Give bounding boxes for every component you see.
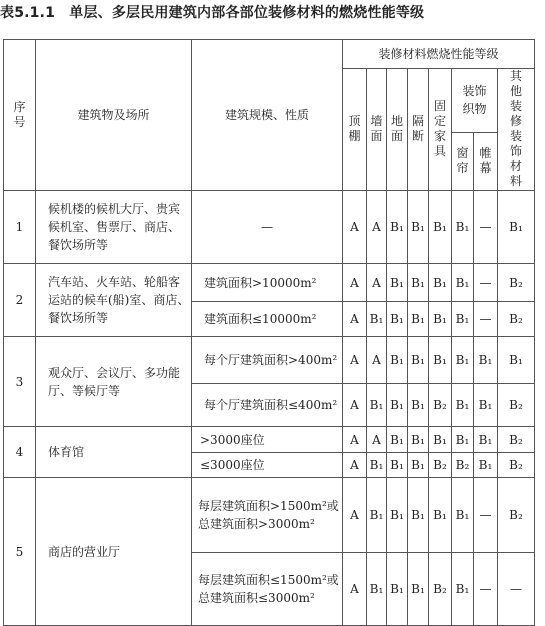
rating-ceiling: A [343, 553, 367, 626]
rating-other: B₂ [498, 384, 535, 427]
building-name: 汽车站、火车站、轮船客运站的候车(船)室、商店、餐饮场所等 [36, 264, 192, 337]
rating-other: — [498, 553, 535, 626]
rating-partition: B₁ [408, 453, 429, 478]
rating-drape: — [474, 191, 498, 264]
scale-cell: 每个厅建筑面积>400m² [192, 337, 343, 384]
rating-other: B₂ [498, 478, 535, 553]
table-row [4, 478, 535, 553]
rating-drape: B₁ [474, 427, 498, 453]
scale-cell: 建筑面积>10000m² [192, 264, 343, 302]
table-row [4, 427, 535, 453]
rating-wall: A [367, 264, 387, 302]
rating-fixed-furniture: B₁ [429, 302, 452, 337]
rating-curtain: B₁ [452, 264, 474, 302]
building-name: 商店的营业厅 [36, 478, 192, 626]
scale-cell: — [192, 191, 343, 264]
rating-drape: B₁ [474, 337, 498, 384]
scale-cell: 建筑面积≤10000m² [192, 302, 343, 337]
rating-fixed-furniture: B₂ [429, 384, 452, 427]
rating-ceiling: A [343, 478, 367, 553]
rating-fixed-furniture: B₂ [429, 453, 452, 478]
table-caption: 表5.1.1 单层、多层民用建筑内部各部位装修材料的燃烧性能等级 [0, 5, 425, 21]
rating-other: B₂ [498, 427, 535, 453]
header-floor: 地面 [387, 69, 408, 191]
row-number: 1 [4, 191, 36, 264]
header-curtain: 窗帘 [452, 133, 474, 191]
rating-drape: B₁ [474, 453, 498, 478]
rating-ceiling: A [343, 302, 367, 337]
rating-wall: A [367, 191, 387, 264]
header-drape: 帷幕 [474, 133, 498, 191]
rating-other: B₂ [498, 264, 535, 302]
building-name: 观众厅、会议厅、多功能厅、等候厅等 [36, 337, 192, 427]
table-row [4, 191, 535, 264]
rating-wall: B₁ [367, 384, 387, 427]
rating-wall: B₁ [367, 553, 387, 626]
rating-floor: B₁ [387, 453, 408, 478]
scale-cell: 每个厅建筑面积≤400m² [192, 384, 343, 427]
header-seq: 序号 [4, 40, 36, 191]
rating-curtain: B₁ [452, 384, 474, 427]
rating-other: B₂ [498, 453, 535, 478]
header-group: 装修材料燃烧性能等级 [343, 40, 535, 69]
rating-fixed-furniture: B₁ [429, 427, 452, 453]
rating-partition: B₁ [408, 384, 429, 427]
rating-ceiling: A [343, 384, 367, 427]
header-other: 其他装修装饰材料 [498, 69, 535, 191]
rating-partition: B₁ [408, 302, 429, 337]
header-wall: 墙面 [367, 69, 387, 191]
rating-floor: B₁ [387, 302, 408, 337]
scale-cell: >3000座位 [192, 427, 343, 453]
rating-wall: B₁ [367, 453, 387, 478]
rating-drape: — [474, 302, 498, 337]
rating-partition: B₁ [408, 191, 429, 264]
header-ceiling: 顶棚 [343, 69, 367, 191]
fire-rating-table [3, 39, 535, 626]
rating-floor: B₁ [387, 478, 408, 553]
rating-curtain: B₁ [452, 191, 474, 264]
row-number: 3 [4, 337, 36, 427]
scale-cell: ≤3000座位 [192, 453, 343, 478]
rating-partition: B₁ [408, 264, 429, 302]
header-scale: 建筑规模、性质 [192, 40, 343, 191]
rating-floor: B₁ [387, 264, 408, 302]
rating-other: B₂ [498, 302, 535, 337]
rating-fixed-furniture: B₁ [429, 264, 452, 302]
rating-ceiling: A [343, 264, 367, 302]
table-row [4, 264, 535, 302]
rating-floor: B₁ [387, 384, 408, 427]
rating-floor: B₁ [387, 427, 408, 453]
rating-ceiling: A [343, 191, 367, 264]
rating-fixed-furniture: B₁ [429, 191, 452, 264]
header-building: 建筑物及场所 [36, 40, 192, 191]
rating-fixed-furniture: B₁ [429, 337, 452, 384]
rating-drape: — [474, 553, 498, 626]
rating-ceiling: A [343, 337, 367, 384]
rating-curtain: B₂ [452, 453, 474, 478]
rating-wall: A [367, 337, 387, 384]
building-name: 体育馆 [36, 427, 192, 478]
scale-cell: 每层建筑面积>1500m²或总建筑面积>3000m² [192, 478, 343, 553]
header-fixed-furniture: 固定家具 [429, 69, 452, 191]
header-fabric: 装饰织物 [452, 69, 498, 133]
rating-other: B₁ [498, 337, 535, 384]
rating-curtain: B₁ [452, 553, 474, 626]
rating-partition: B₁ [408, 337, 429, 384]
row-number: 4 [4, 427, 36, 478]
scale-cell: 每层建筑面积≤1500m²或总建筑面积≤3000m² [192, 553, 343, 626]
row-number: 5 [4, 478, 36, 626]
rating-partition: B₁ [408, 427, 429, 453]
rating-drape: B₁ [474, 384, 498, 427]
rating-partition: B₁ [408, 478, 429, 553]
rating-floor: B₁ [387, 191, 408, 264]
rating-wall: B₁ [367, 302, 387, 337]
rating-curtain: B₁ [452, 478, 474, 553]
rating-ceiling: A [343, 453, 367, 478]
rating-curtain: B₁ [452, 337, 474, 384]
rating-curtain: B₁ [452, 302, 474, 337]
rating-partition: B₁ [408, 553, 429, 626]
rating-floor: B₁ [387, 337, 408, 384]
row-number: 2 [4, 264, 36, 337]
rating-drape: — [474, 264, 498, 302]
rating-ceiling: A [343, 427, 367, 453]
rating-fixed-furniture: B₂ [429, 553, 452, 626]
rating-fixed-furniture: B₁ [429, 478, 452, 553]
building-name: 候机楼的候机大厅、贵宾候机室、售票厅、商店、餐饮场所等 [36, 191, 192, 264]
rating-floor: B₁ [387, 553, 408, 626]
header-partition: 隔断 [408, 69, 429, 191]
rating-curtain: B₁ [452, 427, 474, 453]
rating-wall: A [367, 427, 387, 453]
table-row [4, 337, 535, 384]
rating-wall: B₁ [367, 478, 387, 553]
rating-drape: — [474, 478, 498, 553]
rating-other: B₁ [498, 191, 535, 264]
